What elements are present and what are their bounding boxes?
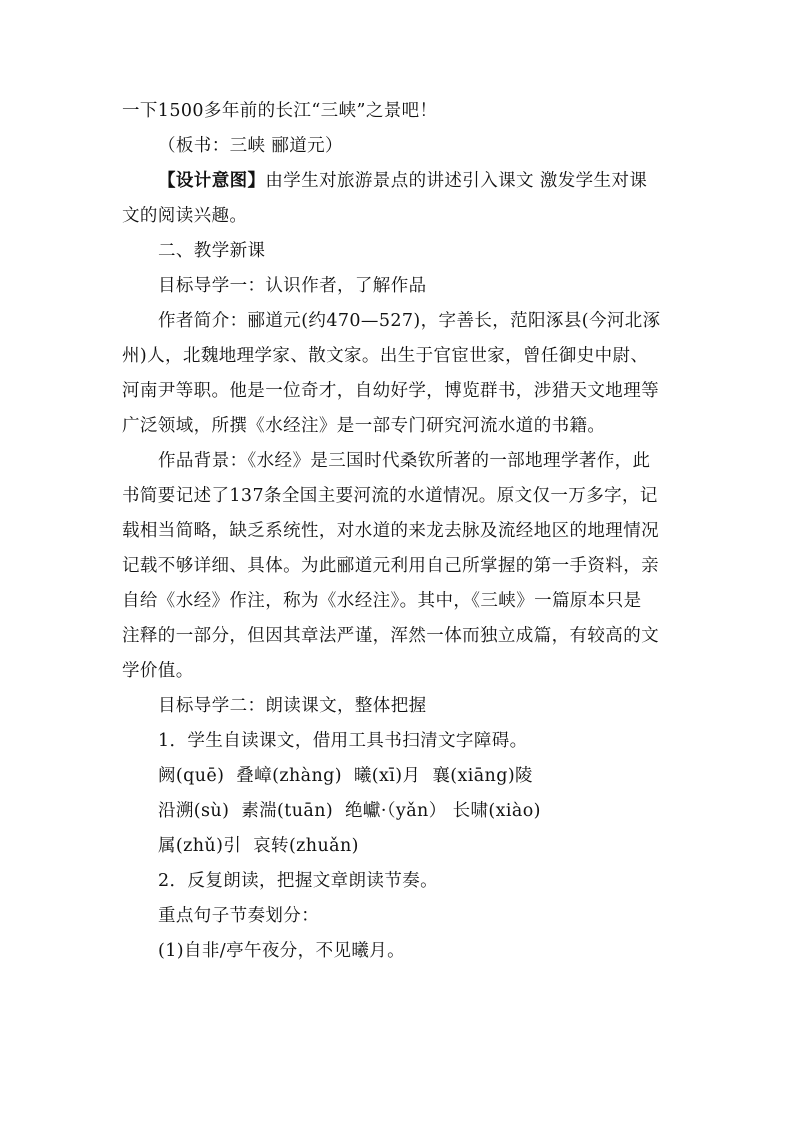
- author-intro-line: 河南尹等职。他是一位奇才，自幼好学，博览群书，涉猎天文地理等: [122, 381, 659, 401]
- board-note: （板书：三峡 郦道元）: [158, 136, 343, 156]
- author-intro-line: 州)人，北魏地理学家、散文家。出生于官宦世家，曾任御史中尉、: [122, 346, 649, 366]
- work-background-line: 学价值。: [122, 661, 194, 681]
- step-2-repeated-reading: 2．反复朗读，把握文章朗读节奏。: [158, 871, 439, 891]
- work-background-line: 记载不够详细、具体。为此郦道元利用自己所掌握的第一手资料，亲: [122, 556, 659, 576]
- design-intent-tag: 【设计意图】: [158, 171, 266, 191]
- goal-1-heading: 目标导学一：认识作者，了解作品: [158, 276, 427, 296]
- work-background-line: 自给《水经》作注，称为《水经注》。其中，《三峡》一篇原本只是: [122, 591, 642, 611]
- section-heading-new-lesson: 二、教学新课: [158, 241, 266, 261]
- design-intent-paragraph: [122, 164, 674, 199]
- work-background-line: 书简要记述了137条全国主要河流的水道情况。原文仅一万多字，记: [122, 486, 658, 506]
- intro-closing-line: 一下1500多年前的长江“三峡”之景吧！: [122, 101, 438, 121]
- rhythm-heading: 重点句子节奏划分：: [158, 906, 320, 926]
- pinyin-line: 沿溯(sù) 素湍(tuān) 绝巘·（yǎn） 长啸(xiào): [158, 801, 541, 821]
- goal-2-heading: 目标导学二：朗读课文，整体把握: [158, 696, 427, 716]
- rhythm-example: (1)自非/亭午夜分，不见曦月。: [158, 941, 406, 961]
- author-intro-line: 作者简介：郦道元(约470—527)，字善长，范阳涿县(今河北涿: [158, 311, 661, 331]
- work-background-line: 注释的一部分，但因其章法严谨，浑然一体而独立成篇，有较高的文: [122, 626, 659, 646]
- design-intent-text: 由学生对旅游景点的讲述引入课文 激发学生对课: [265, 171, 648, 191]
- work-background-line: 载相当简略，缺乏系统性，对水道的来龙去脉及流经地区的地理情况: [122, 521, 659, 541]
- author-intro-line: 广泛领域，所撰《水经注》是一部专门研究河流水道的书籍。: [122, 416, 606, 436]
- design-intent-text-continued: 文的阅读兴趣。: [122, 206, 248, 226]
- step-1-self-reading: 1．学生自读课文，借用工具书扫清文字障碍。: [158, 731, 528, 751]
- pinyin-line: 阙(quē) 叠嶂(zhàng) 曦(xī)月 襄(xiāng)陵: [158, 766, 533, 786]
- work-background-line: 作品背景：《水经》是三国时代桑钦所著的一部地理学著作，此: [158, 451, 651, 471]
- document-body: [122, 94, 674, 969]
- pinyin-line: 属(zhǔ)引 哀转(zhuǎn): [158, 836, 359, 856]
